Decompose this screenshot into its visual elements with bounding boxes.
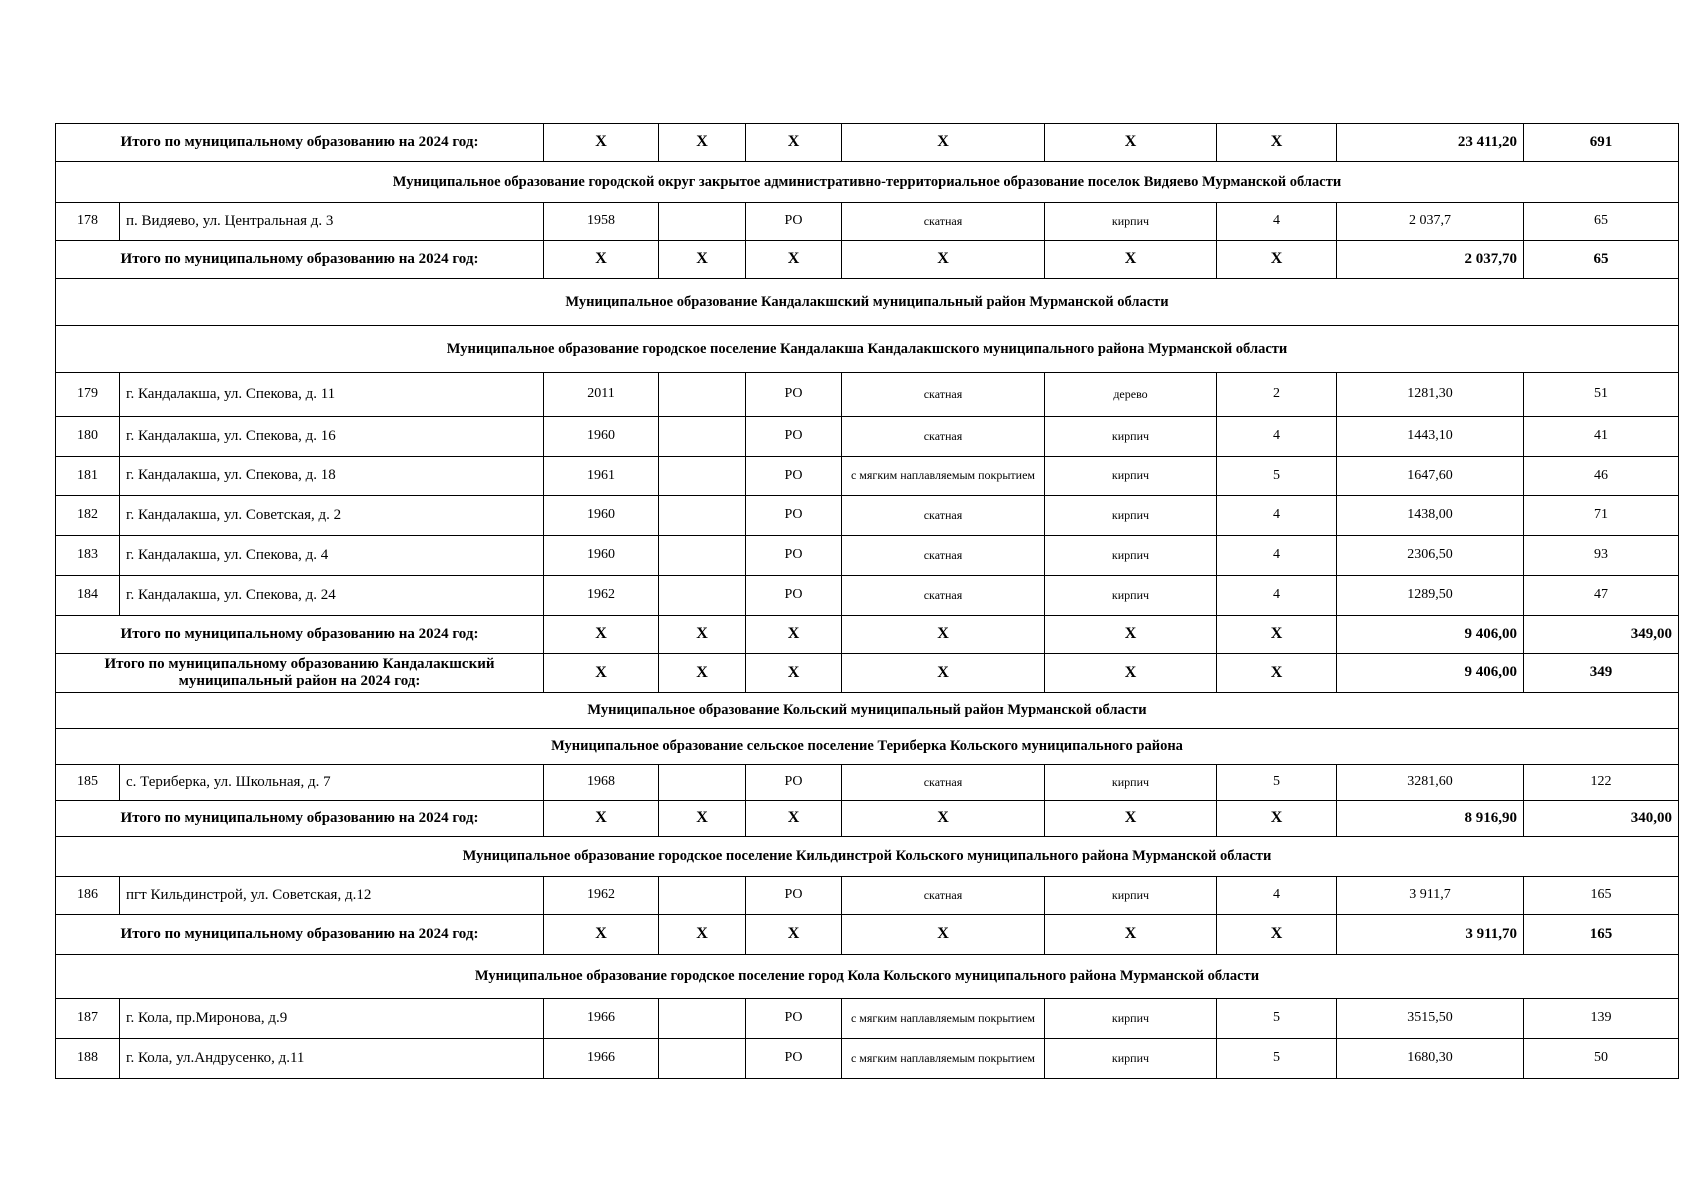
- row-people: 93: [1524, 536, 1679, 576]
- row-number: 187: [56, 999, 120, 1039]
- total-x-mark: X: [1045, 915, 1217, 955]
- total-label: Итого по муниципальному образованию на 2024 год:: [56, 241, 544, 279]
- table-row: [56, 373, 1679, 417]
- row-col4: [659, 999, 746, 1039]
- row-floors: 5: [1217, 1039, 1337, 1079]
- row-wall: кирпич: [1045, 576, 1217, 616]
- section-header-row: [56, 837, 1679, 877]
- row-wall: кирпич: [1045, 457, 1217, 496]
- row-col4: [659, 457, 746, 496]
- table-row: [56, 877, 1679, 915]
- total-x-mark: X: [659, 616, 746, 654]
- total-people: 691: [1524, 124, 1679, 162]
- row-people: 122: [1524, 765, 1679, 801]
- total-x-mark: X: [1045, 654, 1217, 693]
- total-people: 165: [1524, 915, 1679, 955]
- row-floors: 2: [1217, 373, 1337, 417]
- total-x-mark: X: [746, 915, 842, 955]
- total-row: [56, 124, 1679, 162]
- row-roof: скатная: [842, 203, 1045, 241]
- row-col4: [659, 1039, 746, 1079]
- row-people: 46: [1524, 457, 1679, 496]
- total-row: [56, 915, 1679, 955]
- row-address: г. Кандалакша, ул. Спекова, д. 4: [120, 536, 544, 576]
- total-x-mark: X: [842, 801, 1045, 837]
- total-people: 349,00: [1524, 616, 1679, 654]
- total-x-mark: X: [746, 241, 842, 279]
- row-year: 1966: [544, 1039, 659, 1079]
- row-roof: с мягким наплавляемым покрытием: [842, 457, 1045, 496]
- row-wall: кирпич: [1045, 536, 1217, 576]
- row-year: 1962: [544, 576, 659, 616]
- total-x-mark: X: [842, 616, 1045, 654]
- row-col4: [659, 536, 746, 576]
- row-floors: 5: [1217, 457, 1337, 496]
- total-x-mark: X: [659, 124, 746, 162]
- row-number: 178: [56, 203, 120, 241]
- total-label: Итого по муниципальному образованию на 2024 год:: [56, 616, 544, 654]
- row-people: 165: [1524, 877, 1679, 915]
- row-number: 185: [56, 765, 120, 801]
- row-address: г. Кандалакша, ул. Спекова, д. 11: [120, 373, 544, 417]
- total-x-mark: X: [842, 915, 1045, 955]
- section-header-text: Муниципальное образование городское поселение город Кола Кольского муниципального района Мурманской области: [56, 955, 1679, 999]
- table-row: [56, 1039, 1679, 1079]
- total-label: Итого по муниципальному образованию на 2024 год:: [56, 915, 544, 955]
- total-x-mark: X: [746, 124, 842, 162]
- row-year: 1961: [544, 457, 659, 496]
- row-number: 186: [56, 877, 120, 915]
- total-people: 65: [1524, 241, 1679, 279]
- section-header-text: Муниципальное образование городское поселение Кильдинстрой Кольского муниципального района Мурманской области: [56, 837, 1679, 877]
- row-col4: [659, 417, 746, 457]
- section-header-text: Муниципальное образование сельское поселение Териберка Кольского муниципального района: [56, 729, 1679, 765]
- row-floors: 4: [1217, 203, 1337, 241]
- row-col4: [659, 576, 746, 616]
- row-floors: 5: [1217, 765, 1337, 801]
- row-people: 50: [1524, 1039, 1679, 1079]
- row-address: г. Кола, пр.Миронова, д.9: [120, 999, 544, 1039]
- row-col4: [659, 373, 746, 417]
- row-people: 51: [1524, 373, 1679, 417]
- row-area: 1443,10: [1337, 417, 1524, 457]
- total-x-mark: X: [659, 801, 746, 837]
- table-row: [56, 203, 1679, 241]
- total-x-mark: X: [1217, 616, 1337, 654]
- row-col4: [659, 203, 746, 241]
- row-wall: кирпич: [1045, 877, 1217, 915]
- section-header-text: Муниципальное образование городской округ закрытое административно-территориальное образование поселок Видяево Мурманской области: [56, 162, 1679, 203]
- row-address: п. Видяево, ул. Центральная д. 3: [120, 203, 544, 241]
- row-roof: скатная: [842, 765, 1045, 801]
- total-label: Итого по муниципальному образованию Кандалакшский муниципальный район на 2024 год:: [56, 654, 544, 693]
- table-row: [56, 536, 1679, 576]
- row-area: 2306,50: [1337, 536, 1524, 576]
- row-year: 2011: [544, 373, 659, 417]
- row-method: РО: [746, 203, 842, 241]
- row-people: 139: [1524, 999, 1679, 1039]
- total-x-mark: X: [842, 124, 1045, 162]
- total-x-mark: X: [842, 654, 1045, 693]
- total-x-mark: X: [1045, 801, 1217, 837]
- row-number: 188: [56, 1039, 120, 1079]
- total-people: 340,00: [1524, 801, 1679, 837]
- row-floors: 4: [1217, 576, 1337, 616]
- total-x-mark: X: [1045, 241, 1217, 279]
- total-x-mark: X: [1045, 616, 1217, 654]
- row-roof: скатная: [842, 877, 1045, 915]
- row-area: 1281,30: [1337, 373, 1524, 417]
- row-method: РО: [746, 373, 842, 417]
- row-address: г. Кандалакша, ул. Советская, д. 2: [120, 496, 544, 536]
- row-method: РО: [746, 417, 842, 457]
- total-row: [56, 616, 1679, 654]
- row-year: 1966: [544, 999, 659, 1039]
- row-method: РО: [746, 877, 842, 915]
- total-x-mark: X: [544, 616, 659, 654]
- row-year: 1960: [544, 496, 659, 536]
- total-area: 9 406,00: [1337, 616, 1524, 654]
- row-address: г. Кандалакша, ул. Спекова, д. 18: [120, 457, 544, 496]
- table-row: [56, 417, 1679, 457]
- row-floors: 5: [1217, 999, 1337, 1039]
- row-address: г. Кандалакша, ул. Спекова, д. 24: [120, 576, 544, 616]
- total-x-mark: X: [1217, 241, 1337, 279]
- total-x-mark: X: [1045, 124, 1217, 162]
- row-area: 1438,00: [1337, 496, 1524, 536]
- total-area: 2 037,70: [1337, 241, 1524, 279]
- row-method: РО: [746, 496, 842, 536]
- row-area: 1289,50: [1337, 576, 1524, 616]
- row-wall: кирпич: [1045, 203, 1217, 241]
- row-wall: кирпич: [1045, 999, 1217, 1039]
- row-method: РО: [746, 999, 842, 1039]
- row-number: 183: [56, 536, 120, 576]
- total-x-mark: X: [842, 241, 1045, 279]
- total-x-mark: X: [1217, 124, 1337, 162]
- table-row: [56, 457, 1679, 496]
- section-header-row: [56, 326, 1679, 373]
- total-x-mark: X: [544, 915, 659, 955]
- total-x-mark: X: [659, 241, 746, 279]
- section-header-text: Муниципальное образование Кандалакшский муниципальный район Мурманской области: [56, 279, 1679, 326]
- row-roof: скатная: [842, 417, 1045, 457]
- total-label: Итого по муниципальному образованию на 2024 год:: [56, 801, 544, 837]
- row-area: 1680,30: [1337, 1039, 1524, 1079]
- section-header-row: [56, 279, 1679, 326]
- total-area: 3 911,70: [1337, 915, 1524, 955]
- total-x-mark: X: [1217, 801, 1337, 837]
- row-address: г. Кандалакша, ул. Спекова, д. 16: [120, 417, 544, 457]
- total-label: Итого по муниципальному образованию на 2024 год:: [56, 124, 544, 162]
- total-row: [56, 801, 1679, 837]
- row-people: 41: [1524, 417, 1679, 457]
- total-x-mark: X: [746, 616, 842, 654]
- row-col4: [659, 496, 746, 536]
- row-floors: 4: [1217, 536, 1337, 576]
- row-method: РО: [746, 576, 842, 616]
- total-x-mark: X: [659, 654, 746, 693]
- row-wall: дерево: [1045, 373, 1217, 417]
- total-x-mark: X: [544, 801, 659, 837]
- row-number: 180: [56, 417, 120, 457]
- row-roof: скатная: [842, 373, 1045, 417]
- total-area: 23 411,20: [1337, 124, 1524, 162]
- total-x-mark: X: [544, 654, 659, 693]
- row-address: г. Кола, ул.Андрусенко, д.11: [120, 1039, 544, 1079]
- table-row: [56, 765, 1679, 801]
- section-header-row: [56, 693, 1679, 729]
- row-col4: [659, 877, 746, 915]
- row-address: с. Териберка, ул. Школьная, д. 7: [120, 765, 544, 801]
- section-header-row: [56, 955, 1679, 999]
- row-people: 71: [1524, 496, 1679, 536]
- row-roof: скатная: [842, 576, 1045, 616]
- total-x-mark: X: [544, 241, 659, 279]
- total-area: 8 916,90: [1337, 801, 1524, 837]
- row-method: РО: [746, 765, 842, 801]
- row-method: РО: [746, 1039, 842, 1079]
- table-row: [56, 999, 1679, 1039]
- table-row: [56, 576, 1679, 616]
- section-header-text: Муниципальное образование городское поселение Кандалакша Кандалакшского муниципального района Мурманской области: [56, 326, 1679, 373]
- row-area: 3515,50: [1337, 999, 1524, 1039]
- total-area: 9 406,00: [1337, 654, 1524, 693]
- row-method: РО: [746, 536, 842, 576]
- row-people: 47: [1524, 576, 1679, 616]
- row-wall: кирпич: [1045, 1039, 1217, 1079]
- row-year: 1962: [544, 877, 659, 915]
- row-wall: кирпич: [1045, 765, 1217, 801]
- row-floors: 4: [1217, 496, 1337, 536]
- row-area: 3281,60: [1337, 765, 1524, 801]
- total-x-mark: X: [746, 654, 842, 693]
- row-number: 182: [56, 496, 120, 536]
- total-x-mark: X: [1217, 654, 1337, 693]
- section-header-row: [56, 729, 1679, 765]
- row-number: 179: [56, 373, 120, 417]
- row-address: пгт Кильдинстрой, ул. Советская, д.12: [120, 877, 544, 915]
- total-x-mark: X: [746, 801, 842, 837]
- row-floors: 4: [1217, 877, 1337, 915]
- row-number: 181: [56, 457, 120, 496]
- housing-table: [55, 123, 1679, 1079]
- total-x-mark: X: [659, 915, 746, 955]
- row-area: 1647,60: [1337, 457, 1524, 496]
- row-roof: скатная: [842, 496, 1045, 536]
- row-roof: с мягким наплавляемым покрытием: [842, 1039, 1045, 1079]
- row-method: РО: [746, 457, 842, 496]
- row-year: 1968: [544, 765, 659, 801]
- row-wall: кирпич: [1045, 496, 1217, 536]
- row-year: 1960: [544, 536, 659, 576]
- section-header-row: [56, 162, 1679, 203]
- total-people: 349: [1524, 654, 1679, 693]
- row-year: 1958: [544, 203, 659, 241]
- total-x-mark: X: [1217, 915, 1337, 955]
- row-year: 1960: [544, 417, 659, 457]
- row-wall: кирпич: [1045, 417, 1217, 457]
- section-header-text: Муниципальное образование Кольский муниципальный район Мурманской области: [56, 693, 1679, 729]
- row-roof: скатная: [842, 536, 1045, 576]
- row-col4: [659, 765, 746, 801]
- total-row: [56, 241, 1679, 279]
- row-number: 184: [56, 576, 120, 616]
- row-area: 2 037,7: [1337, 203, 1524, 241]
- row-roof: с мягким наплавляемым покрытием: [842, 999, 1045, 1039]
- row-people: 65: [1524, 203, 1679, 241]
- table-row: [56, 496, 1679, 536]
- row-floors: 4: [1217, 417, 1337, 457]
- row-area: 3 911,7: [1337, 877, 1524, 915]
- total-x-mark: X: [544, 124, 659, 162]
- total-row: [56, 654, 1679, 693]
